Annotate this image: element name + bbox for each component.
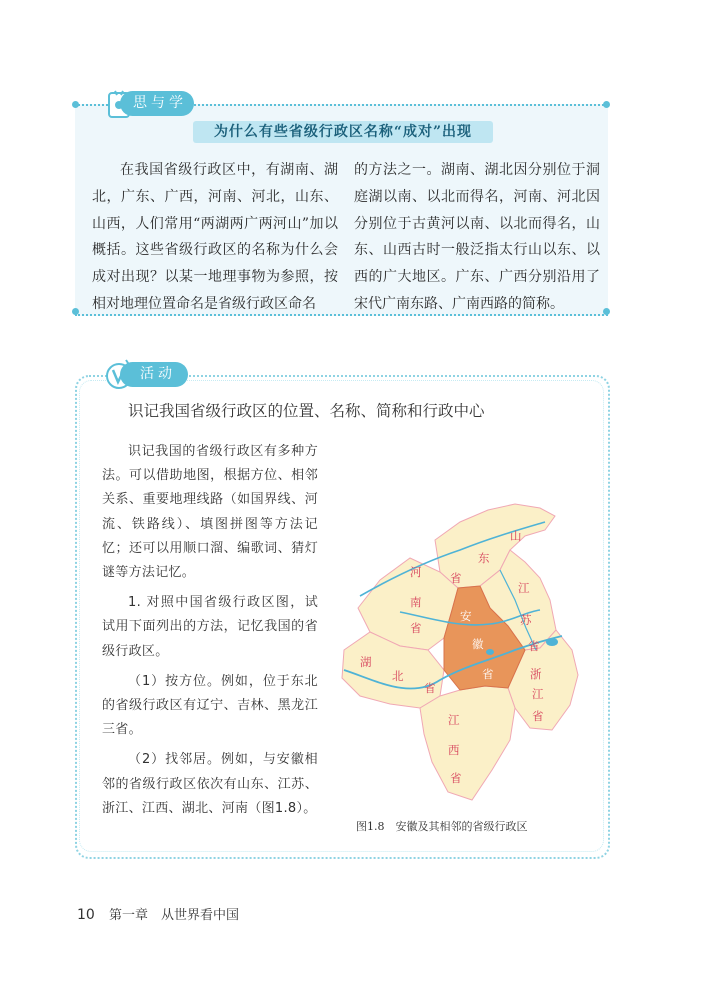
- zhejiang-label: 浙: [530, 667, 542, 681]
- jiangsu-label: 省: [528, 639, 540, 653]
- shandong-label: 东: [478, 551, 490, 565]
- jiangxi-region: [420, 686, 515, 800]
- activity-paragraph: （1）按方位。例如，位于东北的省级行政区有辽宁、吉林、黑龙江三省。: [102, 673, 318, 738]
- activity-text: [102, 440, 318, 821]
- page-number: 10: [77, 907, 95, 923]
- activity-badge-label: 活动: [120, 362, 188, 387]
- corner-dot: [72, 101, 79, 108]
- chapter-title: 第一章 从世界看中国: [108, 908, 239, 923]
- shandong-label: 省: [450, 571, 462, 585]
- jiangxi-label: 江: [448, 713, 460, 727]
- anhui-label: 安: [460, 609, 472, 623]
- activity-paragraph: 1. 对照中国省级行政区图，试试用下面列出的方法，记忆我国的省级行政区。: [102, 595, 318, 659]
- think-and-learn-title: 为什么有些省级行政区名称“成对”出现: [193, 121, 493, 143]
- anhui-label: 省: [482, 667, 494, 681]
- activity-badge: [104, 356, 190, 392]
- taihu-lake: [546, 638, 558, 646]
- chaohu-lake: [486, 649, 494, 655]
- think-and-learn-badge: [104, 87, 196, 120]
- jiangsu-label: 江: [518, 581, 530, 595]
- think-and-learn-text-right: 的方法之一。湖南、湖北因分别位于洞庭湖以南、以北而得名，河南、河北因分别位于古黄河以南、以北而得名，山东、山西古时一般泛指太行山以东、以西的广大地区。广东、广西分别沿用了宋代广南东路、广南西路的简称。: [354, 162, 600, 312]
- zhejiang-label: 江: [532, 687, 544, 701]
- jiangxi-label: 省: [450, 771, 462, 785]
- think-and-learn-badge-label: 思与学: [120, 91, 194, 116]
- corner-dot: [603, 308, 610, 315]
- henan-label: 河: [410, 565, 422, 579]
- shandong-label: 山: [510, 529, 522, 543]
- anhui-neighbors-map: [340, 500, 590, 810]
- figure-caption: 图1.8 安徽及其相邻的省级行政区: [356, 820, 528, 833]
- corner-dot: [603, 101, 610, 108]
- jiangsu-label: 苏: [520, 613, 532, 627]
- zhejiang-label: 省: [532, 709, 544, 723]
- henan-label: 南: [410, 595, 422, 609]
- jiangxi-label: 西: [448, 743, 460, 757]
- henan-label: 省: [410, 621, 422, 635]
- corner-dot: [72, 308, 79, 315]
- activity-title: 识记我国省级行政区的位置、名称、简称和行政中心: [128, 402, 485, 420]
- think-and-learn-text-left: 在我国省级行政区中，有湖南、湖北，广东、广西，河南、河北，山东、山西，人们常用“两湖两广两河山”加以概括。这些省级行政区的名称为什么会成对出现？以某一地理事物为参照，按相对地理位置命名是省级行政区命名: [92, 162, 338, 312]
- activity-paragraph: （2）找邻居。例如，与安徽相邻的省级行政区依次有山东、江苏、浙江、江西、湖北、河南（图1.8）。: [102, 752, 318, 816]
- hubei-label: 省: [424, 681, 436, 695]
- activity-paragraph: 识记我国的省级行政区有多种方法。可以借助地图，根据方位、相邻关系、重要地理线路（如国界线、河流、铁路线）、填图拼图等方法记忆；还可以用顺口溜、编歌词、猜灯谜等方法记忆。: [102, 444, 318, 581]
- hubei-label: 湖: [360, 655, 372, 669]
- anhui-label: 徽: [472, 637, 484, 651]
- hubei-label: 北: [392, 669, 404, 683]
- page-footer: [77, 904, 239, 923]
